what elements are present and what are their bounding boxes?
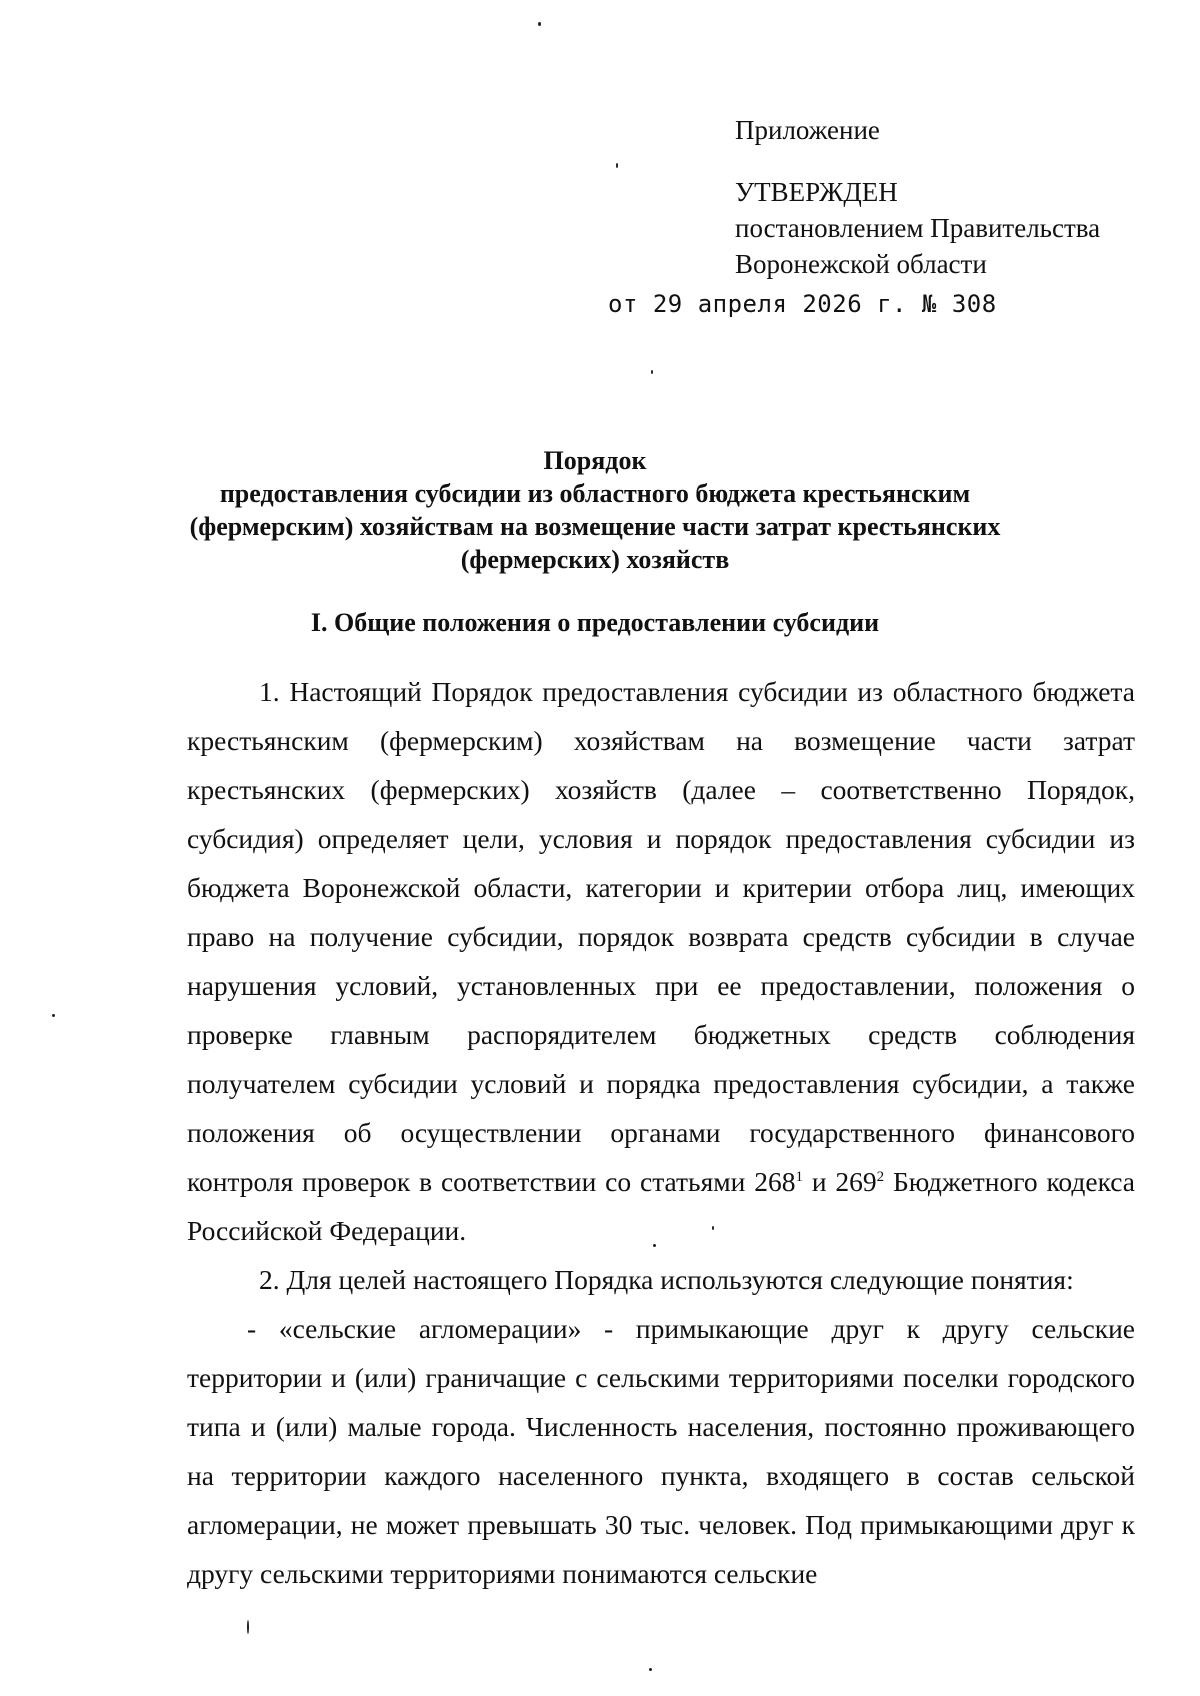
superscript-1: 1 (795, 1168, 803, 1185)
scan-speck (653, 1244, 656, 1247)
title-line-4: (фермерских) хозяйств (460, 545, 730, 574)
section-heading: I. Общие положения о предоставлении субсидии (310, 608, 880, 637)
resolution-date-number: от 29 апреля 2026 г. № 308 (608, 290, 997, 318)
document-title (150, 444, 1040, 576)
paragraph-1-end: Бюджетного кодекса Российской Федерации. (187, 1166, 1135, 1246)
body-text (187, 667, 1135, 1598)
scan-speck (52, 1014, 55, 1017)
title-line-1: Порядок (543, 446, 647, 475)
scan-speck (712, 1226, 714, 1230)
approved-by-line-1: постановлением Правительства (735, 213, 1101, 243)
approved-by-line-2: Воронежской области (735, 249, 987, 279)
scan-speck (651, 370, 653, 374)
superscript-2: 2 (876, 1168, 885, 1185)
paragraph-1-text: 1. Настоящий Порядок предоставления субсидии из областного бюджета крестьянским (фермерским) хозяйствам на возмещение части затрат крестьянских (фермерских) хозяйств (далее – соответственно Порядок, субсидия) определяет цели, условия и порядок предоставления субсидии из бюджета Воронежской области, категории и критерии отбора лиц, имеющих право на получение субсидии, порядок возврата средств субсидии в случае нарушения условий, установленных при ее предоставлении, положения о проверке главным распорядителем бюджетных средств соблюдения получателем субсидии условий и порядка предоставления субсидии, а также положения об осуществлении органами государственного финансового контроля проверок в соответствии со статьями 268 (187, 676, 1135, 1197)
paragraph-2: 2. Для целей настоящего Порядка используются следующие понятия: (259, 1264, 1074, 1295)
appendix-label: Приложение (735, 115, 880, 145)
scan-speck (538, 22, 541, 26)
scan-speck (649, 1668, 652, 1671)
paragraph-1-between: и 269 (802, 1166, 877, 1197)
approved-label: УТВЕРЖДЕН (735, 177, 898, 207)
scan-speck (616, 163, 618, 168)
paragraph-1 (187, 667, 1135, 1255)
approval-stamp-block (735, 112, 1100, 282)
scan-speck (247, 1620, 249, 1634)
title-line-2: предоставления субсидии из областного бюджета крестьянским (219, 479, 971, 508)
title-line-3: (фермерским) хозяйствам на возмещение части затрат крестьянских (189, 512, 1001, 541)
paragraph-3: - «сельские агломерации» - примыкающие друг к другу сельские территории и (или) граничащие с сельскими территориями поселки городского типа и (или) малые города. Численность населения, постоянно проживающего на территории каждого населенного пункта, входящего в состав сельской агломерации, не может превышать 30 тыс. человек. Под примыкающими друг к другу сельскими территориями понимаются сельские (187, 1313, 1135, 1589)
